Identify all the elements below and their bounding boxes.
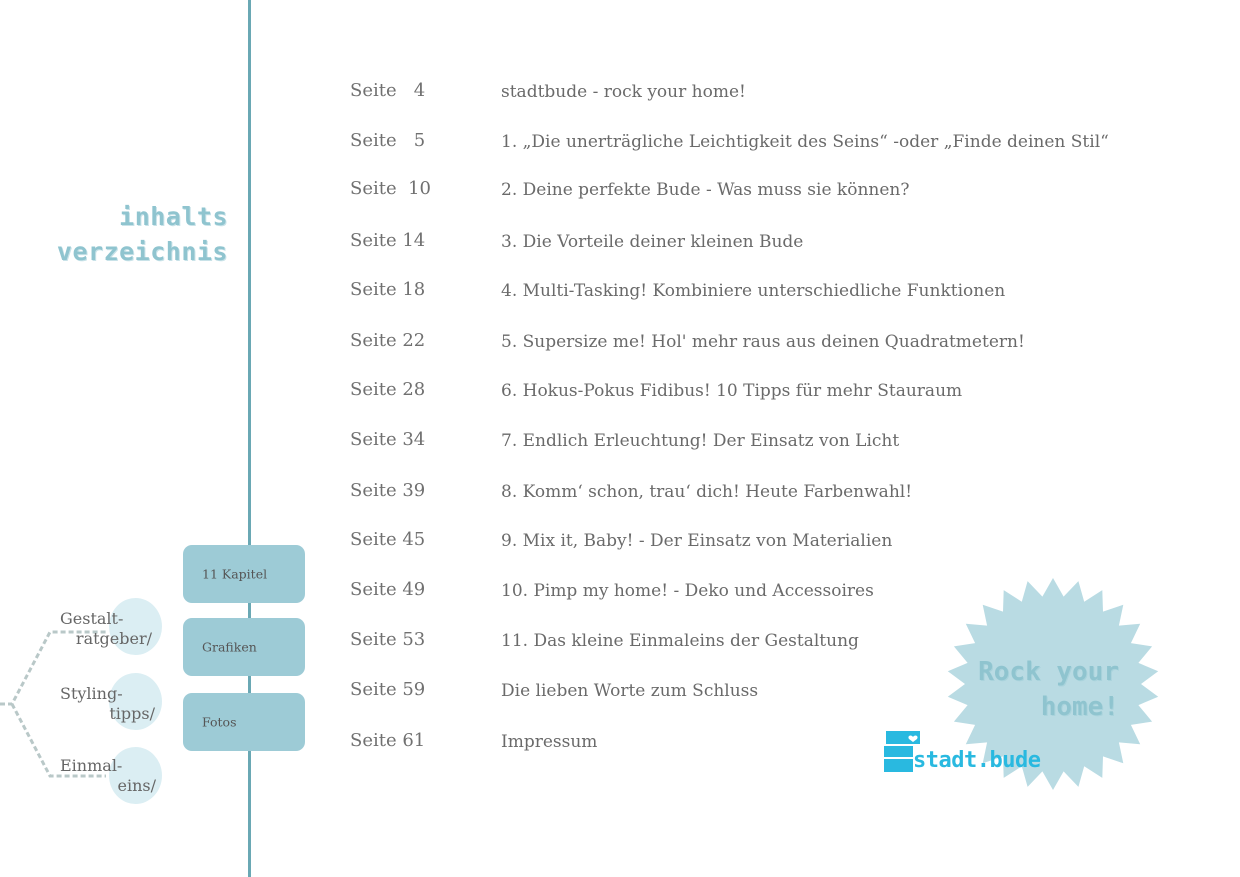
toc-chapter-title: Impressum: [501, 732, 598, 752]
toc-page-number: Seite 28: [350, 379, 426, 400]
toc-chapter-title: 6. Hokus-Pokus Fidibus! 10 Tipps für mehr Stauraum: [501, 381, 963, 401]
category-line: ratgeber/: [75, 629, 152, 648]
toc-row[interactable]: [350, 330, 1180, 354]
toc-row[interactable]: [350, 178, 1180, 202]
toc-row[interactable]: [350, 80, 1180, 104]
toc-page-number: Seite 53: [350, 629, 426, 650]
toc-page-number: Seite 18: [350, 279, 426, 300]
photos-box-label: Fotos: [202, 714, 237, 730]
toc-chapter-title: stadtbude - rock your home!: [501, 82, 746, 102]
toc-row[interactable]: [350, 529, 1180, 553]
toc-chapter-title: 8. Komm‘ schon, trau‘ dich! Heute Farbenwahl!: [501, 482, 913, 502]
toc-chapter-title: 9. Mix it, Baby! - Der Einsatz von Materialien: [501, 531, 893, 551]
category-line: Gestalt-: [60, 609, 124, 628]
badge-text-line1: Rock your: [978, 657, 1119, 687]
toc-chapter-title: 4. Multi-Tasking! Kombiniere unterschiedliche Funktionen: [501, 281, 1006, 301]
toc-chapter-title: Die lieben Worte zum Schluss: [501, 681, 759, 701]
toc-chapter-title: 3. Die Vorteile deiner kleinen Bude: [501, 232, 804, 252]
logo-wordmark: stadt.bude: [913, 748, 1041, 773]
toc-page-number: Seite 61: [350, 730, 426, 751]
toc-row[interactable]: [350, 429, 1180, 453]
category-line: tipps/: [109, 704, 155, 723]
toc-chapter-title: 2. Deine perfekte Bude - Was muss sie können?: [501, 180, 910, 200]
toc-page-number: Seite 4: [350, 80, 426, 101]
chapters-box-label: 11 Kapitel: [202, 566, 268, 582]
category-line: Styling-: [60, 684, 123, 703]
badge-text-line2: home!: [1040, 692, 1119, 722]
toc-page-number: Seite 22: [350, 330, 426, 351]
category-design-guide: [60, 609, 152, 649]
category-line: Einmal-: [60, 756, 123, 775]
toc-page-number: Seite 10: [350, 178, 431, 199]
category-styling-tips: [60, 684, 155, 724]
toc-row[interactable]: [350, 130, 1180, 154]
category-basics: [60, 756, 156, 796]
toc-title-line2: verzeichnis: [56, 237, 228, 266]
toc-page-number: Seite 49: [350, 579, 426, 600]
toc-page-number: Seite 39: [350, 480, 426, 501]
toc-title-line1: inhalts: [119, 202, 228, 231]
graphics-box: [183, 618, 305, 676]
toc-row[interactable]: [350, 480, 1180, 504]
toc-chapter-title: 10. Pimp my home! - Deko und Accessoires: [501, 581, 874, 601]
chapters-box: [183, 545, 305, 603]
category-line: eins/: [117, 776, 156, 795]
toc-chapter-title: 1. „Die unerträgliche Leichtigkeit des Seins“ -oder „Finde deinen Stil“: [501, 132, 1109, 152]
toc-chapter-title: 7. Endlich Erleuchtung! Der Einsatz von Licht: [501, 431, 900, 451]
toc-row[interactable]: [350, 379, 1180, 403]
toc-page-number: Seite 34: [350, 429, 426, 450]
graphics-box-label: Grafiken: [202, 639, 257, 655]
photos-box: [183, 693, 305, 751]
toc-chapter-title: 11. Das kleine Einmaleins der Gestaltung: [501, 631, 859, 651]
toc-page-number: Seite 5: [350, 130, 426, 151]
toc-page-number: Seite 45: [350, 529, 426, 550]
toc-page-number: Seite 59: [350, 679, 426, 700]
toc-row[interactable]: [350, 279, 1180, 303]
toc-chapter-title: 5. Supersize me! Hol' mehr raus aus deinen Quadratmetern!: [501, 332, 1025, 352]
toc-page-number: Seite 14: [350, 230, 426, 251]
toc-row[interactable]: [350, 230, 1180, 254]
